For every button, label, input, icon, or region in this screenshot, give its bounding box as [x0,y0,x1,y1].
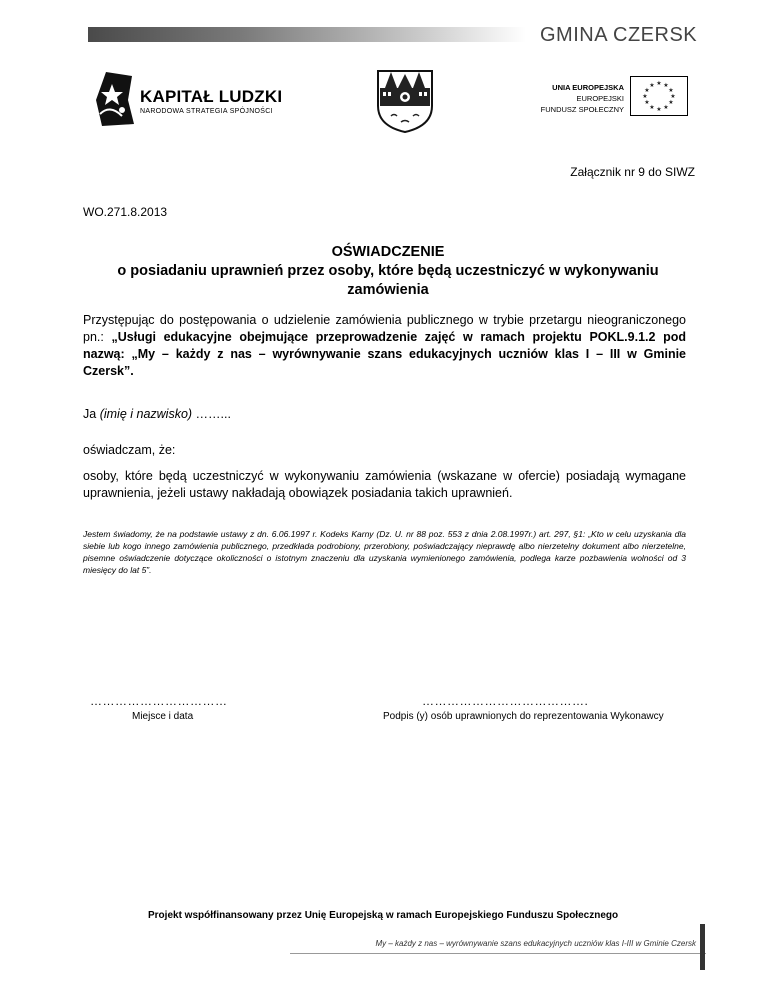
svg-text:★: ★ [644,87,650,94]
legal-note: Jestem świadomy, że na podstawie ustawy z dn. 6.06.1997 r. Kodeks Karny (Dz. U. nr 88 poz. 553 z dnia 2.08.1997r.) art. 297, §1: „Kto w celu uzyskania dla siebie lub kogo innego zamówienia publicznego, przedkłada podrobiony, przerobiony, poświadczający nieprawdę albo nierzetelny dokument albo nierzetelne, pisemne oświadczenie dotyczące okoliczności o istotnym znaczeniu dla uzyskania wymienionego zamówienia, podlega karze pozbawienia wolności od 3 miesięcy do lat 5”. [83,529,686,575]
footer-project-text: Projekt współfinansowany przez Unię Europejską w ramach Europejskiego Funduszu Społecznego [148,910,619,921]
coat-of-arms-icon [375,68,435,134]
name-hint: (imię i nazwisko) [99,407,193,421]
eu-line-3: FUNDUSZ SPOŁECZNY [540,105,624,114]
signature-dots: …………………………………. [422,694,589,708]
document-title-block [90,243,686,300]
name-dots: ……... [192,407,231,421]
place-date-label: Miejsce i data [132,711,194,722]
svg-text:★: ★ [649,104,655,111]
signature-label: Podpis (y) osób uprawnionych do reprezentowania Wykonawcy [383,711,664,722]
kapital-ludzki-title: KAPITAŁ LUDZKI [140,87,283,106]
declare-line: oświadczam, że: [83,443,176,457]
svg-text:★: ★ [644,99,650,106]
kapital-ludzki-subtitle: NARODOWA STRATEGIA SPÓJNOŚCI [140,108,273,115]
reference-number: WO.271.8.2013 [83,205,168,219]
svg-text:★: ★ [649,82,655,89]
ja-label: Ja [83,407,100,421]
kapital-ludzki-emblem-icon [92,70,136,128]
header-gradient-bar [88,27,526,42]
eu-line-2: EUROPEJSKI [576,94,624,103]
footer-project-name: My – każdy z nas – wyrównywanie szans edukacyjnych uczniów klas I-III w Gminie Czersk [375,939,696,948]
place-date-dots: …………………………… [90,694,228,708]
svg-text:★: ★ [668,99,674,106]
czersk-coat-of-arms [375,68,435,134]
svg-text:★: ★ [670,93,676,100]
eu-line-1: UNIA EUROPEJSKA [552,83,624,92]
eu-flag-icon [630,76,688,116]
intro-paragraph [83,312,686,380]
eu-logo-text [520,82,624,115]
name-line [83,406,686,423]
intro-project-name: „Usługi edukacyjne obejmujące przeprowadzenie zajęć w ramach projektu POKL.9.1.2 pod nazwą: „My – każdy z nas – wyrównywanie szans edukacyjnych uczniów klas I – III w Gminie Czersk”. [83,330,686,378]
statement-paragraph: osoby, które będą uczestniczyć w wykonywaniu zamówienia (wskazane w ofercie) posiadają wymagane uprawnienia, jeżeli ustawy nakładają obowiązek posiadania takich uprawnień. [83,469,686,500]
municipality-name: GMINA CZERSK [540,24,698,46]
svg-text:★: ★ [663,104,669,111]
svg-text:★: ★ [668,87,674,94]
kapital-ludzki-logo [92,70,292,128]
document-subtitle: o posiadaniu uprawnień przez osoby, które będą uczestniczyć w wykonywaniu zamówienia [117,263,659,298]
svg-text:★: ★ [656,80,662,87]
attachment-label: Załącznik nr 9 do SIWZ [570,165,695,179]
footer-accent-bar [700,924,705,970]
svg-text:★: ★ [656,106,662,113]
svg-text:★: ★ [642,93,648,100]
intro-text: Przystępując do postępowania o udzielenie zamówienia publicznego w trybie przetargu nieograniczonego pn.: [83,313,686,344]
document-title: OŚWIADCZENIE [331,244,445,260]
svg-text:★: ★ [663,82,669,89]
